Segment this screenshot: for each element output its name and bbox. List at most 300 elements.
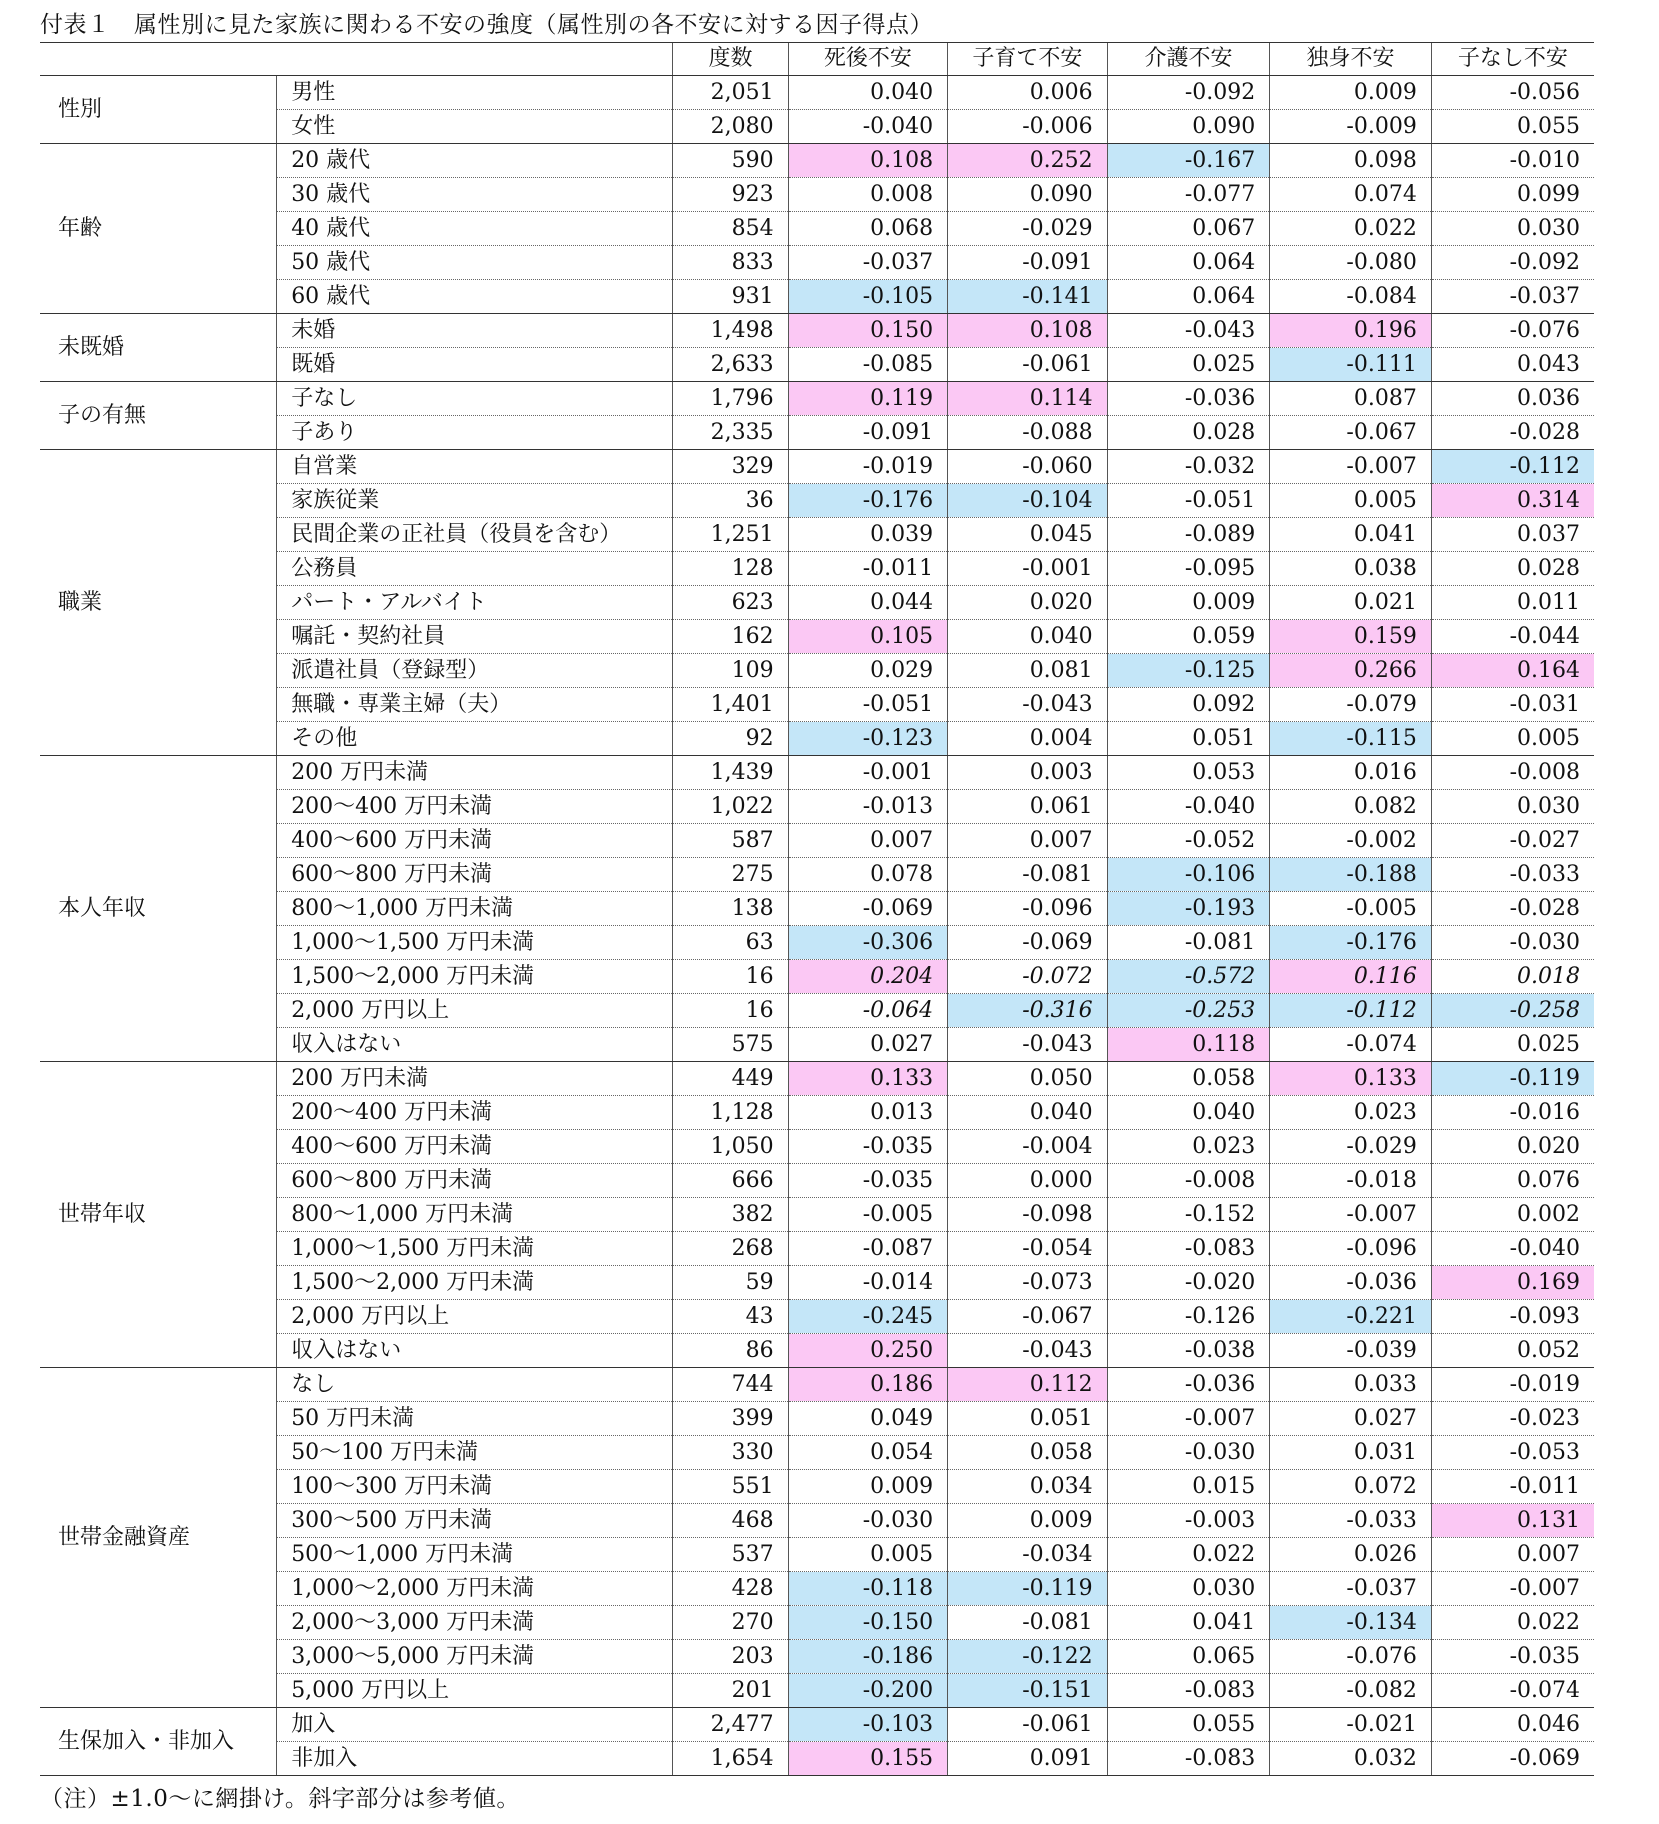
score-cell: 0.022 <box>1107 1538 1270 1572</box>
score-cell: -0.008 <box>1431 756 1594 790</box>
count-cell: 43 <box>673 1300 788 1334</box>
table-row <box>40 144 1594 178</box>
row-label: 2,000 万円以上 <box>277 994 673 1028</box>
row-label: 20 歳代 <box>277 144 673 178</box>
score-cell: 0.091 <box>948 1742 1108 1776</box>
footnote: （注）±1.0～に網掛け。斜字部分は参考値。 <box>40 1786 520 1812</box>
score-cell: 0.030 <box>1107 1572 1270 1606</box>
category-label: 世帯金融資産 <box>40 1368 277 1708</box>
score-cell: -0.134 <box>1270 1606 1432 1640</box>
count-cell: 833 <box>673 246 788 280</box>
score-cell: 0.098 <box>1270 144 1432 178</box>
score-cell: -0.096 <box>1270 1232 1432 1266</box>
score-cell: -0.043 <box>948 1334 1108 1368</box>
score-cell: 0.033 <box>1270 1368 1432 1402</box>
score-cell: -0.018 <box>1270 1164 1432 1198</box>
score-cell: -0.005 <box>1270 892 1432 926</box>
score-cell: 0.041 <box>1270 518 1432 552</box>
score-cell: 0.064 <box>1107 280 1270 314</box>
score-cell: -0.035 <box>788 1130 948 1164</box>
score-cell: 0.036 <box>1431 382 1594 416</box>
score-cell: -0.221 <box>1270 1300 1432 1334</box>
row-label: 非加入 <box>277 1742 673 1776</box>
row-label: 子なし <box>277 382 673 416</box>
score-cell: 0.114 <box>948 382 1108 416</box>
score-cell: 0.040 <box>948 620 1108 654</box>
count-cell: 382 <box>673 1198 788 1232</box>
score-cell: -0.105 <box>788 280 948 314</box>
count-cell: 128 <box>673 552 788 586</box>
count-cell: 587 <box>673 824 788 858</box>
score-cell: 0.054 <box>788 1436 948 1470</box>
score-cell: 0.037 <box>1431 518 1594 552</box>
header-childcare-anxiety: 子育て不安 <box>948 43 1108 76</box>
score-cell: -0.002 <box>1270 824 1432 858</box>
count-cell: 1,401 <box>673 688 788 722</box>
count-cell: 1,050 <box>673 1130 788 1164</box>
score-cell: 0.040 <box>948 1096 1108 1130</box>
row-label: 50 歳代 <box>277 246 673 280</box>
score-cell: 0.000 <box>948 1164 1108 1198</box>
score-cell: -0.007 <box>1270 1198 1432 1232</box>
score-cell: -0.079 <box>1270 688 1432 722</box>
score-cell: -0.013 <box>788 790 948 824</box>
header-count: 度数 <box>673 43 788 76</box>
row-label: 2,000～3,000 万円未満 <box>277 1606 673 1640</box>
count-cell: 623 <box>673 586 788 620</box>
score-cell: -0.072 <box>948 960 1108 994</box>
row-label: 400～600 万円未満 <box>277 824 673 858</box>
score-cell: -0.089 <box>1107 518 1270 552</box>
score-cell: -0.069 <box>788 892 948 926</box>
score-cell: 0.009 <box>1107 586 1270 620</box>
header-blank-subcategory <box>277 43 673 76</box>
row-label: 既婚 <box>277 348 673 382</box>
score-cell: -0.176 <box>1270 926 1432 960</box>
score-cell: 0.005 <box>788 1538 948 1572</box>
score-cell: -0.188 <box>1270 858 1432 892</box>
score-cell: 0.009 <box>1270 76 1432 110</box>
row-label: 200 万円未満 <box>277 756 673 790</box>
row-label: 400～600 万円未満 <box>277 1130 673 1164</box>
table-row <box>40 1062 1594 1096</box>
count-cell: 86 <box>673 1334 788 1368</box>
count-cell: 744 <box>673 1368 788 1402</box>
count-cell: 268 <box>673 1232 788 1266</box>
count-cell: 59 <box>673 1266 788 1300</box>
score-cell: -0.119 <box>948 1572 1108 1606</box>
score-cell: -0.036 <box>1107 1368 1270 1402</box>
score-cell: -0.051 <box>788 688 948 722</box>
document-page <box>40 0 1640 1813</box>
score-cell: 0.009 <box>948 1504 1108 1538</box>
score-cell: -0.085 <box>788 348 948 382</box>
score-cell: -0.253 <box>1107 994 1270 1028</box>
score-cell: -0.027 <box>1431 824 1594 858</box>
score-cell: -0.112 <box>1270 994 1432 1028</box>
score-cell: -0.030 <box>1107 1436 1270 1470</box>
row-label: 無職・専業主婦（夫） <box>277 688 673 722</box>
score-cell: 0.081 <box>948 654 1108 688</box>
score-cell: -0.044 <box>1431 620 1594 654</box>
score-cell: -0.032 <box>1107 450 1270 484</box>
score-cell: -0.258 <box>1431 994 1594 1028</box>
score-cell: 0.314 <box>1431 484 1594 518</box>
row-label: なし <box>277 1368 673 1402</box>
table-body <box>40 76 1594 1776</box>
score-cell: -0.036 <box>1270 1266 1432 1300</box>
score-cell: -0.040 <box>1107 790 1270 824</box>
score-cell: -0.081 <box>1107 926 1270 960</box>
score-cell: 0.058 <box>1107 1062 1270 1096</box>
score-cell: -0.074 <box>1270 1028 1432 1062</box>
score-cell: -0.245 <box>788 1300 948 1334</box>
score-cell: 0.030 <box>1431 790 1594 824</box>
score-cell: -0.033 <box>1270 1504 1432 1538</box>
row-label: 200～400 万円未満 <box>277 1096 673 1130</box>
score-cell: 0.020 <box>1431 1130 1594 1164</box>
score-cell: -0.316 <box>948 994 1108 1028</box>
row-label: 200 万円未満 <box>277 1062 673 1096</box>
count-cell: 1,654 <box>673 1742 788 1776</box>
header-death-anxiety: 死後不安 <box>788 43 948 76</box>
score-cell: 0.011 <box>1431 586 1594 620</box>
category-label: 職業 <box>40 450 277 756</box>
score-cell: -0.036 <box>1107 382 1270 416</box>
score-cell: -0.051 <box>1107 484 1270 518</box>
row-label: 200～400 万円未満 <box>277 790 673 824</box>
count-cell: 63 <box>673 926 788 960</box>
score-cell: -0.112 <box>1431 450 1594 484</box>
score-cell: -0.067 <box>1270 416 1432 450</box>
score-cell: 0.002 <box>1431 1198 1594 1232</box>
row-label: 800～1,000 万円未満 <box>277 1198 673 1232</box>
count-cell: 2,335 <box>673 416 788 450</box>
score-cell: 0.076 <box>1431 1164 1594 1198</box>
row-label: 3,000～5,000 万円未満 <box>277 1640 673 1674</box>
score-cell: 0.049 <box>788 1402 948 1436</box>
count-cell: 931 <box>673 280 788 314</box>
row-label: 派遣社員（登録型） <box>277 654 673 688</box>
score-cell: -0.076 <box>1270 1640 1432 1674</box>
score-cell: -0.023 <box>1431 1402 1594 1436</box>
score-cell: -0.081 <box>948 858 1108 892</box>
score-cell: 0.015 <box>1107 1470 1270 1504</box>
score-cell: -0.060 <box>948 450 1108 484</box>
header-blank-category <box>40 43 277 76</box>
score-cell: 0.007 <box>1431 1538 1594 1572</box>
score-cell: -0.052 <box>1107 824 1270 858</box>
count-cell: 2,051 <box>673 76 788 110</box>
score-cell: -0.005 <box>788 1198 948 1232</box>
score-cell: -0.151 <box>948 1674 1108 1708</box>
score-cell: 0.112 <box>948 1368 1108 1402</box>
count-cell: 1,796 <box>673 382 788 416</box>
score-cell: 0.005 <box>1431 722 1594 756</box>
score-cell: -0.126 <box>1107 1300 1270 1334</box>
category-label: 年齢 <box>40 144 277 314</box>
score-cell: -0.031 <box>1431 688 1594 722</box>
score-cell: -0.061 <box>948 348 1108 382</box>
count-cell: 468 <box>673 1504 788 1538</box>
score-cell: -0.069 <box>948 926 1108 960</box>
score-cell: 0.067 <box>1107 212 1270 246</box>
score-cell: -0.064 <box>788 994 948 1028</box>
score-cell: 0.020 <box>948 586 1108 620</box>
row-label: 2,000 万円以上 <box>277 1300 673 1334</box>
score-cell: -0.103 <box>788 1708 948 1742</box>
score-cell: -0.167 <box>1107 144 1270 178</box>
score-cell: 0.087 <box>1270 382 1432 416</box>
row-label: 1,500～2,000 万円未満 <box>277 1266 673 1300</box>
score-cell: -0.019 <box>1431 1368 1594 1402</box>
row-label: 1,500～2,000 万円未満 <box>277 960 673 994</box>
score-cell: -0.037 <box>788 246 948 280</box>
score-cell: -0.007 <box>1431 1572 1594 1606</box>
score-cell: -0.037 <box>1270 1572 1432 1606</box>
count-cell: 666 <box>673 1164 788 1198</box>
score-cell: 0.007 <box>788 824 948 858</box>
score-cell: -0.091 <box>788 416 948 450</box>
score-cell: 0.023 <box>1270 1096 1432 1130</box>
score-cell: -0.006 <box>948 110 1108 144</box>
score-cell: 0.090 <box>1107 110 1270 144</box>
category-label: 性別 <box>40 76 277 144</box>
score-cell: -0.038 <box>1107 1334 1270 1368</box>
score-cell: 0.026 <box>1270 1538 1432 1572</box>
score-cell: 0.116 <box>1270 960 1432 994</box>
count-cell: 203 <box>673 1640 788 1674</box>
score-cell: 0.155 <box>788 1742 948 1776</box>
row-label: 800～1,000 万円未満 <box>277 892 673 926</box>
score-cell: -0.096 <box>948 892 1108 926</box>
count-cell: 537 <box>673 1538 788 1572</box>
score-cell: 0.030 <box>1431 212 1594 246</box>
count-cell: 1,022 <box>673 790 788 824</box>
row-label: 60 歳代 <box>277 280 673 314</box>
score-cell: 0.159 <box>1270 620 1432 654</box>
score-cell: -0.141 <box>948 280 1108 314</box>
score-cell: 0.074 <box>1270 178 1432 212</box>
score-cell: -0.028 <box>1431 416 1594 450</box>
row-label: 500～1,000 万円未満 <box>277 1538 673 1572</box>
count-cell: 428 <box>673 1572 788 1606</box>
score-cell: 0.044 <box>788 586 948 620</box>
score-cell: -0.040 <box>788 110 948 144</box>
row-label: 未婚 <box>277 314 673 348</box>
score-cell: -0.037 <box>1431 280 1594 314</box>
score-cell: 0.055 <box>1431 110 1594 144</box>
score-cell: 0.055 <box>1107 1708 1270 1742</box>
score-cell: -0.091 <box>948 246 1108 280</box>
score-cell: -0.150 <box>788 1606 948 1640</box>
score-cell: -0.054 <box>948 1232 1108 1266</box>
score-cell: -0.067 <box>948 1300 1108 1334</box>
score-cell: -0.122 <box>948 1640 1108 1674</box>
score-cell: -0.035 <box>788 1164 948 1198</box>
score-cell: 0.040 <box>788 76 948 110</box>
score-cell: -0.011 <box>788 552 948 586</box>
score-cell: -0.007 <box>1107 1402 1270 1436</box>
score-cell: 0.007 <box>948 824 1108 858</box>
score-cell: 0.003 <box>948 756 1108 790</box>
score-cell: -0.088 <box>948 416 1108 450</box>
score-cell: -0.176 <box>788 484 948 518</box>
score-cell: 0.052 <box>1431 1334 1594 1368</box>
score-cell: 0.204 <box>788 960 948 994</box>
count-cell: 329 <box>673 450 788 484</box>
score-cell: -0.028 <box>1431 892 1594 926</box>
category-label: 本人年収 <box>40 756 277 1062</box>
score-cell: 0.021 <box>1270 586 1432 620</box>
score-cell: 0.027 <box>1270 1402 1432 1436</box>
score-cell: -0.152 <box>1107 1198 1270 1232</box>
count-cell: 16 <box>673 960 788 994</box>
count-cell: 551 <box>673 1470 788 1504</box>
score-cell: 0.090 <box>948 178 1108 212</box>
table-row <box>40 76 1594 110</box>
row-label: 公務員 <box>277 552 673 586</box>
score-cell: 0.072 <box>1270 1470 1432 1504</box>
header-nursing-anxiety: 介護不安 <box>1107 43 1270 76</box>
score-cell: 0.013 <box>788 1096 948 1130</box>
score-cell: 0.009 <box>788 1470 948 1504</box>
count-cell: 449 <box>673 1062 788 1096</box>
factor-score-table <box>40 42 1594 1776</box>
score-cell: 0.186 <box>788 1368 948 1402</box>
score-cell: 0.061 <box>948 790 1108 824</box>
count-cell: 109 <box>673 654 788 688</box>
row-label: 子あり <box>277 416 673 450</box>
score-cell: -0.043 <box>948 688 1108 722</box>
row-label: 女性 <box>277 110 673 144</box>
count-cell: 2,633 <box>673 348 788 382</box>
count-cell: 1,251 <box>673 518 788 552</box>
score-cell: -0.020 <box>1107 1266 1270 1300</box>
score-cell: 0.008 <box>788 178 948 212</box>
score-cell: -0.043 <box>948 1028 1108 1062</box>
count-cell: 330 <box>673 1436 788 1470</box>
score-cell: -0.095 <box>1107 552 1270 586</box>
row-label: 嘱託・契約社員 <box>277 620 673 654</box>
count-cell: 201 <box>673 1674 788 1708</box>
score-cell: 0.078 <box>788 858 948 892</box>
count-cell: 923 <box>673 178 788 212</box>
score-cell: 0.029 <box>788 654 948 688</box>
score-cell: -0.084 <box>1270 280 1432 314</box>
row-label: 300～500 万円未満 <box>277 1504 673 1538</box>
score-cell: 0.266 <box>1270 654 1432 688</box>
score-cell: -0.061 <box>948 1708 1108 1742</box>
score-cell: 0.046 <box>1431 1708 1594 1742</box>
score-cell: -0.119 <box>1431 1062 1594 1096</box>
score-cell: -0.040 <box>1431 1232 1594 1266</box>
table-row <box>40 1368 1594 1402</box>
score-cell: -0.118 <box>788 1572 948 1606</box>
score-cell: -0.034 <box>948 1538 1108 1572</box>
score-cell: 0.051 <box>1107 722 1270 756</box>
count-cell: 36 <box>673 484 788 518</box>
row-label: 30 歳代 <box>277 178 673 212</box>
score-cell: 0.022 <box>1431 1606 1594 1640</box>
score-cell: -0.092 <box>1431 246 1594 280</box>
score-cell: -0.056 <box>1431 76 1594 110</box>
score-cell: -0.111 <box>1270 348 1432 382</box>
row-label: 男性 <box>277 76 673 110</box>
score-cell: 0.118 <box>1107 1028 1270 1062</box>
count-cell: 1,498 <box>673 314 788 348</box>
score-cell: 0.005 <box>1270 484 1432 518</box>
score-cell: 0.022 <box>1270 212 1432 246</box>
header-single-anxiety: 独身不安 <box>1270 43 1432 76</box>
score-cell: -0.029 <box>948 212 1108 246</box>
table-row <box>40 382 1594 416</box>
header-row <box>40 43 1594 76</box>
count-cell: 92 <box>673 722 788 756</box>
score-cell: -0.087 <box>788 1232 948 1266</box>
score-cell: 0.065 <box>1107 1640 1270 1674</box>
score-cell: -0.014 <box>788 1266 948 1300</box>
row-label: 1,000～1,500 万円未満 <box>277 926 673 960</box>
score-cell: 0.099 <box>1431 178 1594 212</box>
score-cell: 0.028 <box>1107 416 1270 450</box>
score-cell: 0.006 <box>948 76 1108 110</box>
score-cell: -0.572 <box>1107 960 1270 994</box>
score-cell: 0.133 <box>1270 1062 1432 1096</box>
score-cell: 0.250 <box>788 1334 948 1368</box>
score-cell: -0.081 <box>948 1606 1108 1640</box>
score-cell: -0.077 <box>1107 178 1270 212</box>
score-cell: -0.092 <box>1107 76 1270 110</box>
score-cell: -0.306 <box>788 926 948 960</box>
score-cell: 0.050 <box>948 1062 1108 1096</box>
score-cell: -0.001 <box>788 756 948 790</box>
score-cell: 0.252 <box>948 144 1108 178</box>
row-label: 自営業 <box>277 450 673 484</box>
score-cell: 0.023 <box>1107 1130 1270 1164</box>
score-cell: 0.028 <box>1431 552 1594 586</box>
score-cell: 0.004 <box>948 722 1108 756</box>
count-cell: 854 <box>673 212 788 246</box>
score-cell: 0.092 <box>1107 688 1270 722</box>
category-label: 子の有無 <box>40 382 277 450</box>
score-cell: 0.150 <box>788 314 948 348</box>
score-cell: 0.027 <box>788 1028 948 1062</box>
score-cell: 0.041 <box>1107 1606 1270 1640</box>
score-cell: -0.073 <box>948 1266 1108 1300</box>
score-cell: -0.043 <box>1107 314 1270 348</box>
score-cell: -0.076 <box>1431 314 1594 348</box>
score-cell: 0.131 <box>1431 1504 1594 1538</box>
score-cell: 0.025 <box>1107 348 1270 382</box>
score-cell: 0.051 <box>948 1402 1108 1436</box>
row-label: 40 歳代 <box>277 212 673 246</box>
score-cell: 0.108 <box>948 314 1108 348</box>
score-cell: -0.186 <box>788 1640 948 1674</box>
score-cell: -0.080 <box>1270 246 1432 280</box>
table-row <box>40 450 1594 484</box>
score-cell: -0.053 <box>1431 1436 1594 1470</box>
score-cell: 0.034 <box>948 1470 1108 1504</box>
count-cell: 1,128 <box>673 1096 788 1130</box>
row-label: 5,000 万円以上 <box>277 1674 673 1708</box>
category-label: 生保加入・非加入 <box>40 1708 277 1776</box>
count-cell: 16 <box>673 994 788 1028</box>
score-cell: 0.043 <box>1431 348 1594 382</box>
score-cell: -0.074 <box>1431 1674 1594 1708</box>
score-cell: -0.106 <box>1107 858 1270 892</box>
count-cell: 590 <box>673 144 788 178</box>
